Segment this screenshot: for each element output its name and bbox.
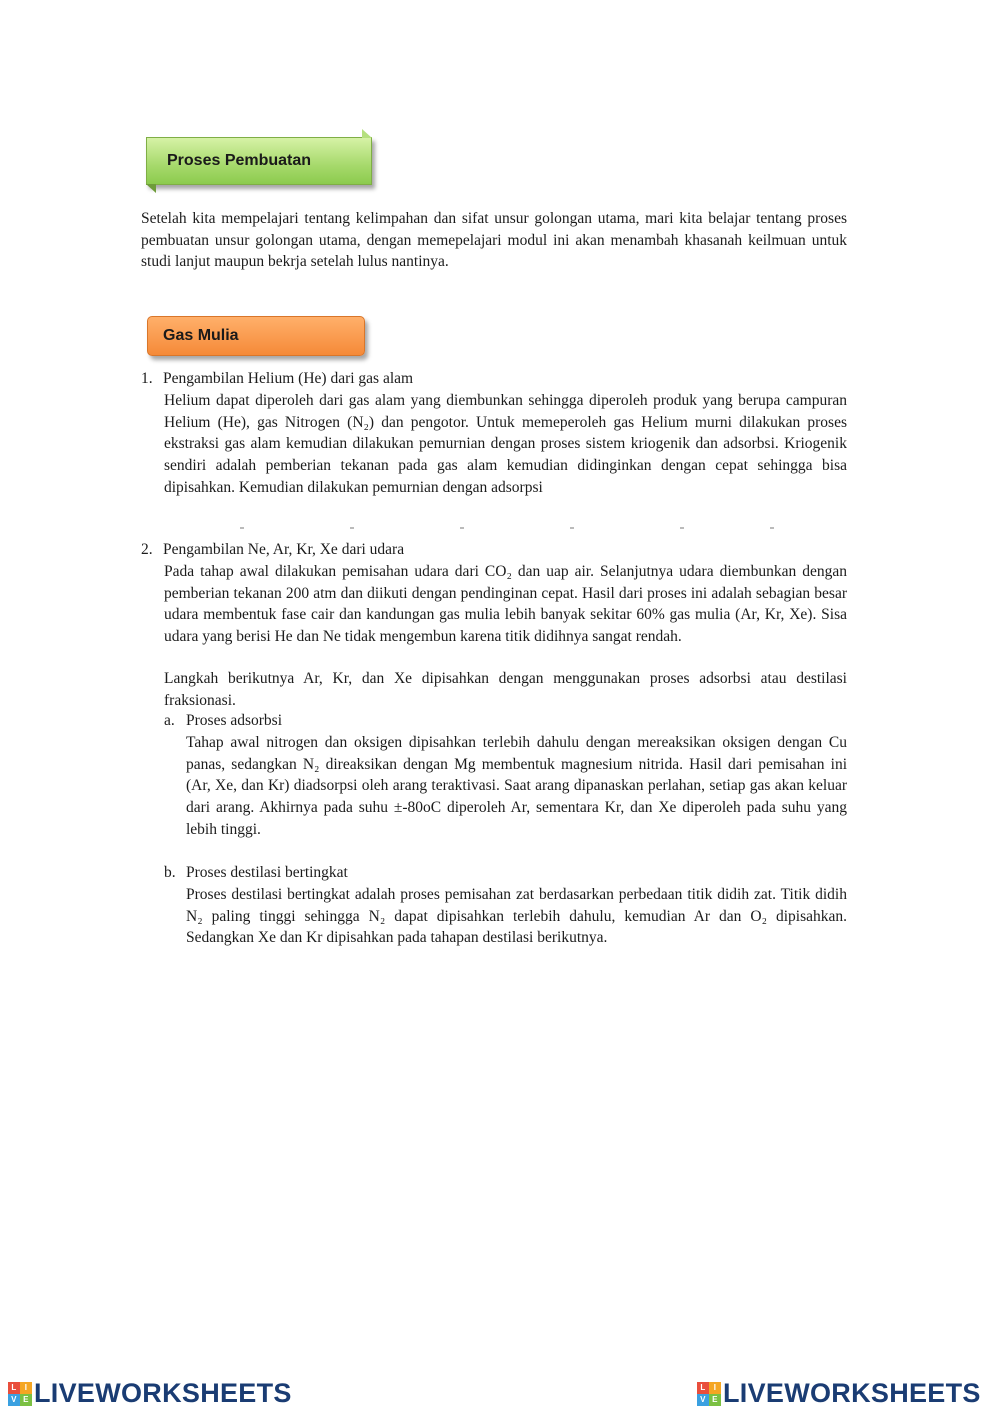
section-banner-proses-pembuatan: [146, 137, 372, 185]
list-number: 1.: [141, 370, 153, 387]
liveworksheets-logo: [697, 1378, 981, 1409]
list-heading-text: Pengambilan Helium (He) dari gas alam: [163, 370, 414, 387]
logo-text: LIVEWORKSHEETS: [723, 1378, 981, 1408]
list-item-body: Helium dapat diperoleh dari gas alam yang diembunkan sehingga diperoleh produk yang berupa campuran Helium (He), gas Nitrogen (N₂) dan pengotor. Untuk memeperoleh gas Helium murni dilakukan proses ekstraksi gas alam kemudian dilakukan pemurnian dengan proses sistem kriogenik dan adsorbsi. Kriogenik sendiri adalah pemberian tekanan pada gas alam kemudian didinginkan dengan cepat sehingga bisa dipisahkan. Kemudian dilakukan pemurnian dengan adsorpsi: [164, 392, 847, 496]
list-number: 2.: [141, 541, 153, 558]
sublist-item-heading: [164, 862, 348, 884]
sublist-item-body: Proses destilasi bertingkat adalah proses pemisahan zat berdasarkan perbedaan titik didih zat. Titik didih N₂ paling tinggi sehingga N₂ dapat dipisahkan terlebih dahulu, kemudian Ar dan O₂ dipisahkan. Sedangkan Xe dan Kr dipisahkan pada tahapan destilasi berikutnya.: [186, 886, 847, 947]
liveworksheets-icon: L I V E: [8, 1382, 32, 1406]
scan-artifact-divider: [200, 527, 780, 531]
intro-paragraph: Setelah kita mempelajari tentang kelimpahan dan sifat unsur golongan utama, mari kita belajar tentang proses pembuatan unsur golongan utama, dengan memepelajari modul ini akan menambah khasanah keilmuan untuk studi lanjut maupun bekrja setelah lulus nantinya.: [141, 210, 847, 271]
sublist-letter: b.: [164, 864, 176, 881]
sublist-item-body: Tahap awal nitrogen dan oksigen dipisahkan terlebih dahulu dengan mereaksikan oksigen dengan Cu panas, sedangkan N₂ direaksikan dengan Mg membentuk magnesium nitrida. Hasil dari pemisahan ini (Ar, Xe, dan Kr) diadsorpsi oleh arang teraktivasi. Saat arang dipanaskan perlahan, setiap gas akan keluar dari arang. Akhirnya pada suhu ±-80oC diperoleh Ar, sementara Kr, dan Xe diperoleh pada suhu yang lebih tinggi.: [186, 734, 847, 838]
list-item-heading: [141, 368, 413, 390]
list-heading-text: Pengambilan Ne, Ar, Kr, Xe dari udara: [163, 541, 405, 558]
sublist-item-heading: [164, 710, 282, 732]
sublist-letter: a.: [164, 712, 175, 729]
liveworksheets-icon: L I V E: [697, 1382, 721, 1406]
list-item-body-continued: Langkah berikutnya Ar, Kr, dan Xe dipisahkan dengan menggunakan proses adsorbsi atau destilasi fraksionasi.: [164, 670, 847, 709]
list-item-body: Pada tahap awal dilakukan pemisahan udara dari CO₂ dan uap air. Selanjutnya udara diembunkan dengan pemberian tekanan 200 atm dan diikuti dengan pendinginan cepat. Hasil dari proses ini adalah sebagian besar udara membentuk fase cair dan kandungan gas mulia lebih banyak sekitar 60% gas mulia (Ar, Kr, Xe). Sisa udara yang berisi He dan Ne tidak mengembun karena titik didihnya sangat rendah.: [164, 563, 847, 646]
logo-text: LIVEWORKSHEETS: [34, 1378, 292, 1408]
section-title: Proses Pembuatan: [167, 152, 312, 169]
sublist-heading-text: Proses destilasi bertingkat: [186, 864, 348, 881]
list-item-heading: [141, 539, 404, 561]
liveworksheets-logo: [8, 1378, 292, 1409]
sublist-heading-text: Proses adsorbsi: [186, 712, 283, 729]
section-title: Gas Mulia: [163, 327, 239, 344]
section-banner-gas-mulia: [147, 316, 365, 356]
